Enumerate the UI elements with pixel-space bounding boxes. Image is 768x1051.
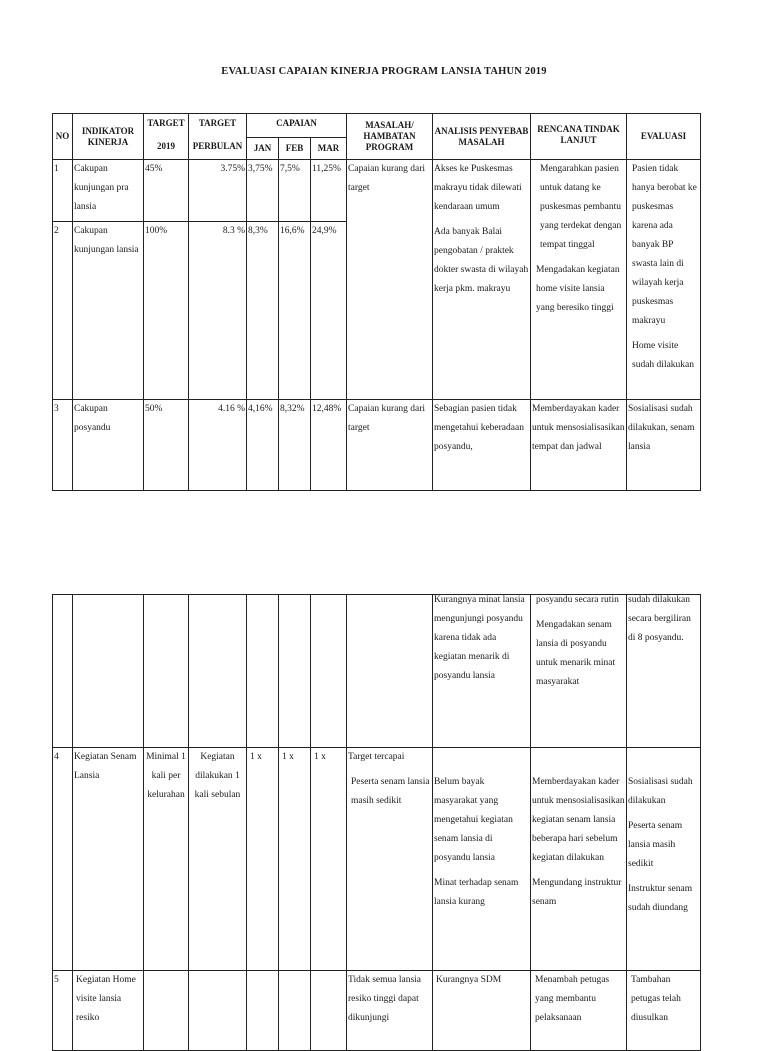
header-jan: JAN — [247, 138, 279, 160]
cell-indikator: Cakupan kunjungan lansia — [73, 222, 144, 400]
cell-masalah: Capaian kurang dari target — [347, 400, 433, 491]
cell-rencana: Memberdayakan kader untuk mensosialisasikan kegiatan senam lansia beberapa hari sebelum kegiatan dilakukan Mengundang instruktur senam — [531, 748, 627, 971]
cell-no: 3 — [53, 400, 73, 491]
header-evaluasi: EVALUASI — [627, 114, 701, 160]
cell-masalah: Capaian kurang dari target — [347, 160, 433, 400]
cell-indikator: Kegiatan Senam Lansia — [73, 748, 144, 971]
cell-mar: 11,25% — [311, 160, 347, 222]
cell-target: 100% — [144, 222, 189, 400]
table-row — [53, 400, 701, 491]
cell-analisis: Sebagian pasien tidak mengetahui keberadaan posyandu, — [433, 400, 531, 491]
cell-feb: 1 x — [279, 748, 311, 971]
cell-target: 45% — [144, 160, 189, 222]
cell-feb: 8,32% — [279, 400, 311, 491]
header-feb: FEB — [279, 138, 311, 160]
cell-masalah: Tidak semua lansia resiko tinggi dapat dikunjungi — [347, 971, 433, 1051]
cell-evaluasi: Sosialisasi sudah dilakukan Peserta senam lansia masih sedikit Instruktur senam sudah diundang — [627, 748, 701, 971]
table-row — [53, 595, 701, 748]
cell-evaluasi: sudah dilakukan secara bergiliran di 8 posyandu. — [627, 591, 701, 744]
cell-no: 5 — [53, 971, 73, 1051]
header-analisis: ANALISIS PENYEBAB MASALAH — [433, 114, 531, 160]
cell-jan: 8,3% — [247, 222, 279, 400]
cell-rencana: Mengarahkan pasien untuk datang ke puskesmas pembantu yang terdekat dengan tempat tinggal Mengadakan kegiatan home visite lansia yang beresiko tinggi — [531, 160, 627, 400]
cell-indikator: Cakupan kunjungan pra lansia — [73, 160, 144, 222]
cell-jan: 3,75% — [247, 160, 279, 222]
cell-perbulan: 4.16 % — [189, 400, 247, 491]
evaluation-table-continued — [52, 594, 701, 1051]
cell-perbulan: 8.3 % — [189, 222, 247, 400]
cell-masalah: Target tercapai Peserta senam lansia masih sedikit — [347, 748, 433, 971]
cell-target: 50% — [144, 400, 189, 491]
document-title: EVALUASI CAPAIAN KINERJA PROGRAM LANSIA TAHUN 2019 — [221, 66, 547, 77]
cell-feb: 16,6% — [279, 222, 311, 400]
cell-jan: 1 x — [247, 748, 279, 971]
cell-perbulan: Kegiatan dilakukan 1 kali sebulan — [189, 748, 247, 971]
header-row — [53, 114, 701, 138]
cell-mar: 24,9% — [311, 222, 347, 400]
header-masalah: MASALAH/ HAMBATAN PROGRAM — [347, 114, 433, 160]
cell-analisis: Kurangnya SDM — [433, 971, 531, 1051]
table-row — [53, 971, 701, 1051]
header-capaian: CAPAIAN — [247, 114, 347, 138]
cell-rencana: posyandu secara rutin Mengadakan senam lansia di posyandu untuk menarik minat masyarakat — [531, 591, 627, 744]
cell-target: Minimal 1 kali per kelurahan — [144, 748, 189, 971]
cell-mar: 12,48% — [311, 400, 347, 491]
cell-indikator: Cakupan posyandu — [73, 400, 144, 491]
evaluation-table — [52, 113, 701, 491]
cell-analisis: Belum bayak masyarakat yang mengetahui kegiatan senam lansia di posyandu lansia Minat terhadap senam lansia kurang — [433, 748, 531, 971]
header-indikator: INDIKATOR KINERJA — [73, 114, 144, 160]
cell-rencana: Menambah petugas yang membantu pelaksanaan — [531, 971, 627, 1051]
cell-jan: 4,16% — [247, 400, 279, 491]
header-target-perbulan: TARGET PERBULAN — [189, 114, 247, 160]
cell-evaluasi: Tambahan petugas telah diusulkan — [627, 971, 701, 1051]
cell-analisis: Akses ke Puskesmas makrayu tidak dilewati kendaraan umum Ada banyak Balai pengobatan / praktek dokter swasta di wilayah kerja pkm. makrayu — [433, 160, 531, 400]
cell-evaluasi: Sosialisasi sudah dilakukan, senam lansia — [627, 400, 701, 491]
cell-no: 4 — [53, 748, 73, 971]
table-row — [53, 160, 701, 222]
cell-evaluasi: Pasien tidak hanya berobat ke puskesmas karena ada banyak BP swasta lain di wilayah kerja puskesmas makrayu Home visite sudah dilakukan — [627, 160, 701, 400]
cell-feb: 7,5% — [279, 160, 311, 222]
cell-no: 1 — [53, 160, 73, 222]
header-target: TARGET 2019 — [144, 114, 189, 160]
table-row — [53, 748, 701, 971]
header-rencana: RENCANA TINDAK LANJUT — [531, 114, 627, 160]
header-mar: MAR — [311, 138, 347, 160]
cell-indikator: Kegiatan Home visite lansia resiko — [73, 971, 144, 1051]
cell-rencana: Memberdayakan kader untuk mensosialisasikan tempat dan jadwal — [531, 400, 627, 491]
header-no: NO — [53, 114, 73, 160]
cell-mar: 1 x — [311, 748, 347, 971]
cell-perbulan: 3.75% — [189, 160, 247, 222]
cell-analisis: Kurangnya minat lansia mengunjungi posyandu karena tidak ada kegiatan menarik di posyandu lansia — [433, 591, 531, 744]
cell-no: 2 — [53, 222, 73, 400]
